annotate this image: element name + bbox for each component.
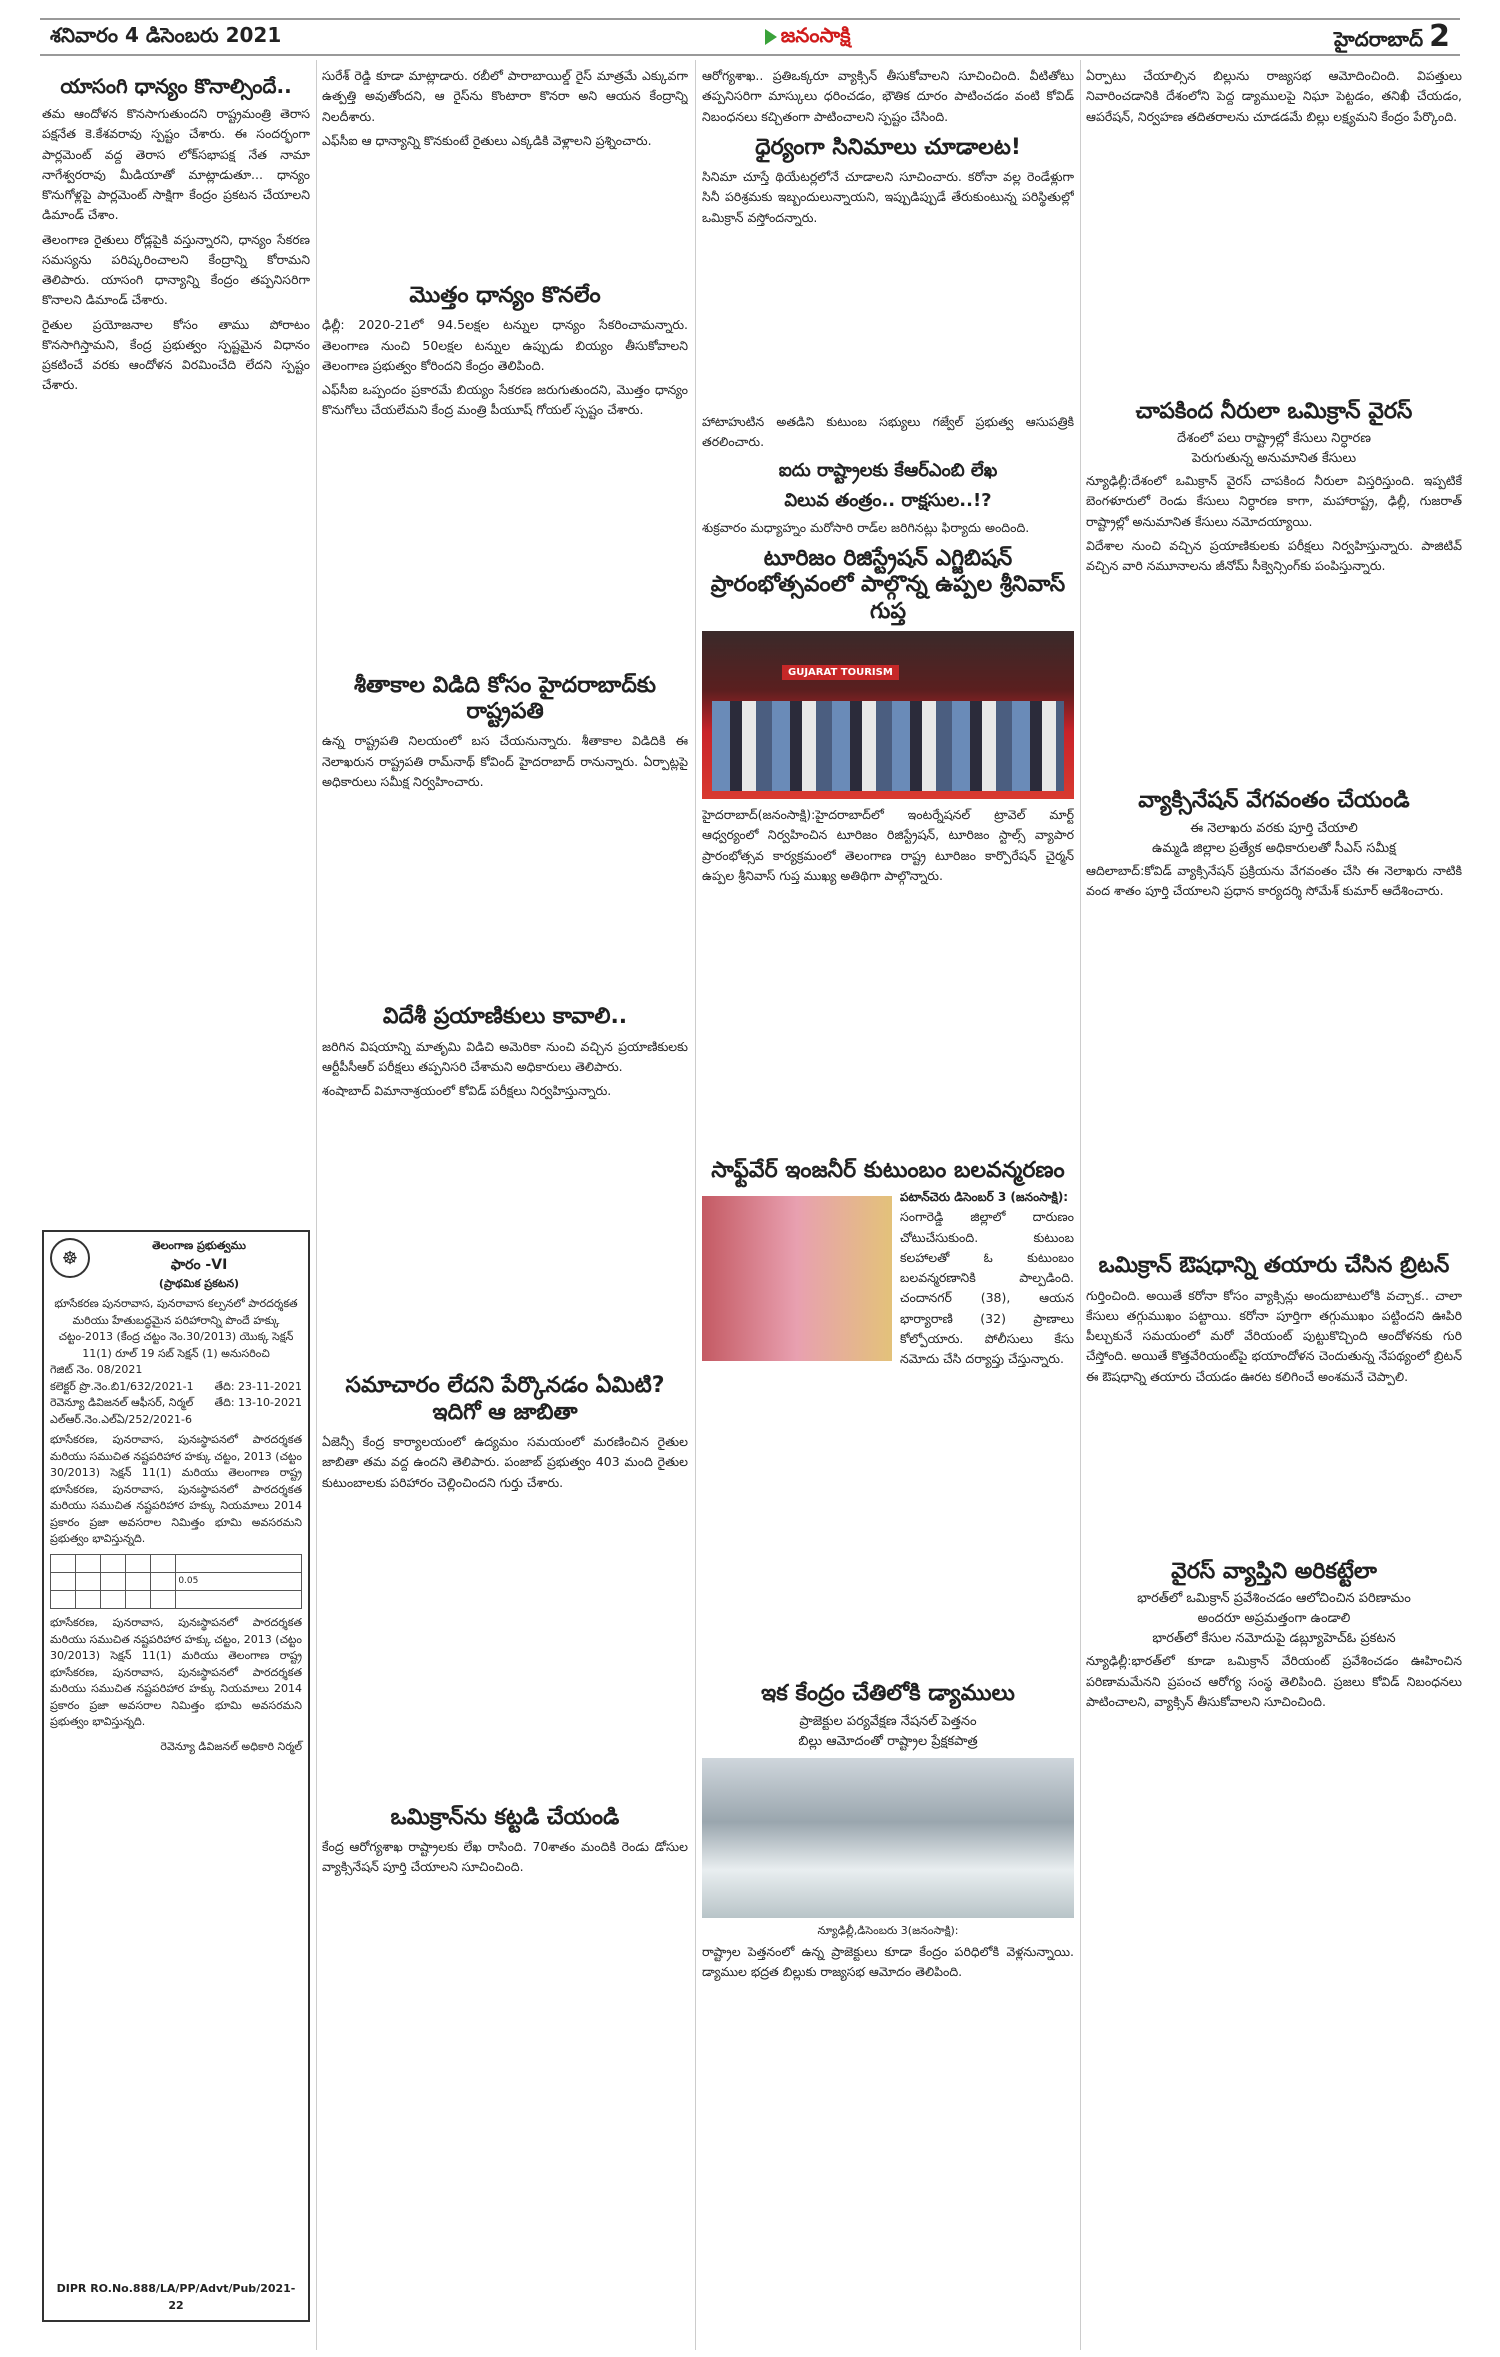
page-number: 2 — [1429, 18, 1450, 54]
article-paragraph: జరిగిన విషయాన్ని మాతృమి విడిచి అమెరికా నుంచి వచ్చిన ప్రయాణికులకు ఆర్టీపీసీఆర్ పరీక్షలు తప్పనిసరి చేశామని అధికారులు తెలిపారు. — [322, 1038, 688, 1074]
column-divider — [1080, 60, 1081, 2350]
subheadline: పెరుగుతున్న అనుమానిత కేసులు — [1191, 451, 1357, 467]
headline-president-winter-visit: శీతాకాల విడిది కోసం హైదరాబాద్‌కు రాష్ట్రపతి — [353, 672, 657, 725]
article-paragraph: సంగారెడ్డి జిల్లాలో దారుణం చోటుచేసుకుంది. కుటుంబ కలహాలతో ఓ కుటుంబం బలవన్మరణానికి పాల్పడింది. చందానగర్ (38), ఆయన భార్యారాణి (32) ప్రాణాలు కోల్పోయారు. పోలీసులు కేసు నమోదు చేసి దర్యాప్తు చేస్తున్నారు. — [900, 1209, 1074, 1367]
land-schedule-table — [50, 1554, 302, 1610]
article-paragraph: ఉన్న రాష్ట్రపతి నిలయంలో బస చేయనున్నారు. శీతాకాల విడిదికి ఈ నెలాఖరున రాష్ట్రపతి రామ్‌నాథ్ కోవింద్ హైదరాబాద్ రానున్నారు. ఏర్పాట్లపై అధికారులు సమీక్ష నిర్వహించారు. — [322, 733, 688, 789]
couple-photo — [702, 1196, 892, 1361]
headline-software-engineer-family: సాఫ్ట్‌వేర్ ఇంజనీర్ కుటుంబం బలవన్మరణం — [711, 1158, 1065, 1183]
subheadline: బిల్లు ఆమోదంతో రాష్ట్రాల ప్రేక్షకపాత్ర — [798, 1733, 978, 1749]
city-name: హైదరాబాద్ — [1334, 26, 1424, 51]
article-paddy-procurement — [42, 66, 310, 1224]
headline-value-tantra: విలువ తంత్రం.. రాక్షసుల..!? — [784, 489, 992, 511]
ref-date-1: తేది: 23-11-2021 — [214, 1379, 302, 1393]
headline-contain-omicron: ఒమిక్రాన్‌ను కట్టడి చేయండి — [390, 1804, 620, 1830]
headline-prevent-virus-spread: వైరస్ వ్యాప్తిని అరికట్టేలా — [1171, 1558, 1377, 1584]
issue-date: శనివారం 4 డిసెంబరు 2021 — [50, 22, 282, 47]
column-2 — [322, 66, 688, 2326]
ref-date-2: తేది: 13-10-2021 — [214, 1396, 302, 1409]
column-divider — [316, 60, 317, 2350]
headline-cannot-buy-all-paddy: మొత్తం ధాన్యం కొనలేం — [409, 283, 601, 308]
dam-photo — [702, 1758, 1074, 1918]
tourism-event-photo — [702, 631, 1074, 799]
logo-triangle-icon — [765, 29, 777, 45]
subheadline: ప్రాజెక్టుల పర్యవేక్షణ నేషనల్ పెత్తనం — [799, 1713, 977, 1729]
article-paragraph: హాటాహుటిన అతడిని కుటుంబ సభ్యులు గజ్వేల్ ప్రభుత్వ ఆసుపత్రికి తరలించారు. — [702, 413, 1074, 450]
article-paragraph: న్యూఢిల్లీ:దేశంలో ఒమిక్రాన్ వైరస్ చాపకింద నీరులా విస్తరిస్తుంది. ఇప్పటికే బెంగళూరులో రెండు కేసులు నిర్ధారణ కాగా, మహారాష్ట్ర, ఢిల్లీ, గుజరాత్ రాష్ట్రాల్లో అనుమానిత కేసులు నమోదయ్యాయి. — [1086, 473, 1462, 529]
ad-intro: భూసేకరణ పునరావాస, పునరావాస కల్పనలో పారదర్శకత మరియు హేతుబద్ధమైన పరిహారాన్ని పొందే హక్కు చట్టం-2013 (కేంద్ర చట్టం నెం.30/2013) యొక్క సెక్షన్ 11(1) రూల్ 19 సబ్ సెక్షన్ (1) అనుసరించి — [54, 1297, 298, 1360]
state-emblem-icon: ☸ — [50, 1238, 90, 1278]
article-paragraph: న్యూఢిల్లీ:భారత్‌లో కూడా ఒమిక్రాన్ వేరియంట్ ప్రవేశించడం ఊహించిన పరిణామమేనని ప్రపంచ ఆరోగ్య సంస్థ తెలిపింది. ప్రజలు కోవిడ్ నిబంధనలు పాటించాలని, వ్యాక్సిన్ తీసుకోవాలని సూచించింది. — [1086, 1653, 1462, 1709]
subheadline: భారత్‌లో కేసుల నమోదుపై డబ్ల్యూహెచ్‌ఓ ప్రకటన — [1152, 1631, 1396, 1647]
headline-farmer-list: సమాచారం లేదని పేర్కొనడం ఏమిటి? ఇదిగో ఆ జాబితా — [345, 1373, 665, 1425]
subheadline: అందరూ అప్రమత్తంగా ఉండాలి — [1197, 1611, 1351, 1627]
article-paragraph: విదేశాల నుంచి వచ్చిన ప్రయాణికులకు పరీక్షలు నిర్వహిస్తున్నారు. పాజిటివ్ వచ్చిన వారి నమూనాలను జీనోమ్ సీక్వెన్సింగ్‌కు పంపిస్తున్నారు. — [1086, 537, 1462, 574]
gazette-number: గెజిట్ నెం. 08/2021 — [50, 1363, 143, 1376]
dipr-number: DIPR RO.No.888/LA/PP/Advt/Pub/2021-22 — [56, 2282, 296, 2312]
photo-banner-text: GUJARAT TOURISM — [782, 665, 899, 680]
article-paragraph: ఢిల్లీ: 2020-21లో 94.5లక్షల టన్నుల ధాన్యం సేకరించామన్నారు. తెలంగాణ నుంచి 50లక్షల టన్నుల ఉప్పుడు బియ్యం తీసుకోవాలని తెలంగాణ ప్రభుత్వం కోరిందని కేంద్రం తెలిపింది. — [322, 317, 688, 373]
headline-krmb-letter: ఐదు రాష్ట్రాలకు కేఆర్‌ఎంబి లేఖ — [778, 460, 998, 482]
article-paragraph: కేంద్ర ఆరోగ్యశాఖ రాష్ట్రాలకు లేఖ రాసింది. 70శాతం మందికి రెండు డోసుల వ్యాక్సినేషన్ పూర్తి చేయాలని సూచించింది. — [322, 1839, 688, 1875]
collector-ref: కలెక్టర్ ప్రొ.నెం.బి1/632/2021-1 — [50, 1379, 194, 1393]
article-paragraph: సురేశ్ రెడ్డి కూడా మాట్లాడారు. రబీలో పారాబాయిల్డ్ రైస్ మాత్రమే ఎక్కువగా ఉత్పత్తి అవుతోందని, ఆ రైస్‌ను కొంటారా కొనరా అని ఆయన కేంద్రాన్ని నిలదీశారు. — [322, 68, 688, 124]
article-paragraph: ఎఫ్‌సీఐ ఆ ధాన్యాన్ని కొనకుంటే రైతులు ఎక్కడికి వెళ్లాలని ప్రశ్నించారు. — [322, 132, 652, 148]
headline-dams-central-control: ఇక కేంద్రం చేతిలోకి డ్యాములు — [761, 1681, 1015, 1707]
edition-city — [1334, 19, 1450, 56]
article-paragraph: గుర్తించింది. అయితే కరోనా కోసం వ్యాక్సిన్లు అందుబాటులోకి వచ్చాక.. చాలా కేసులు తగ్గుముఖం పట్టాయి. కరోనా పూర్తిగా తగ్గుముఖం పట్టిందని ఊపిరి పీల్చుకునే సమయంలో మరో వేరియంట్ పుట్టుకొచ్చింది ఆందోళనకు గురి చేస్తోంది. అయితే కొత్తవేరియంట్‌పై భయాందోళన చెందుతున్న నేపథ్యంలో బ్రిటన్ ఈ ఔషధాన్ని తయారు చేయడం ఊరట కలిగించే అంశమనే చెప్పాలి. — [1086, 1287, 1462, 1384]
ad-form-subtitle: (ప్రాథమిక ప్రకటన) — [158, 1276, 240, 1290]
article-paragraph: తెలంగాణ రైతులు రోడ్లపైకి వస్తున్నారని, ధాన్యం సేకరణ సమస్యను పరిష్కరించాలని కేంద్రాన్ని కోరామని తెలిపారు. యాసంగి ధాన్యాన్ని కేంద్రం తప్పనిసరిగా కొనాలని డిమాండ్ చేశారు. — [42, 231, 310, 308]
headline-tourism-exhibition: టూరిజం రిజిస్ట్రేషన్ ఎగ్జిబిషన్ ప్రారంభోత్సవంలో పాల్గొన్న ఉప్పల శ్రీనివాస్ గుప్త — [710, 545, 1066, 624]
article-paragraph: రైతుల ప్రయోజనాల కోసం తాము పోరాటం కొనసాగిస్తామని, కేంద్ర ప్రభుత్వం స్పష్టమైన విధానం ప్రకటించే వరకు ఆందోళన విరమించేది లేదని స్పష్టం చేశారు. — [42, 316, 310, 393]
subheadline: దేశంలో పలు రాష్ట్రాల్లో కేసులు నిర్ధారణ — [1177, 431, 1371, 447]
rdo-ref: రెవెన్యూ డివిజనల్ ఆఫీసర్, నిర్మల్ — [50, 1396, 194, 1409]
article-paragraph: రాష్ట్రాల పెత్తనంలో ఉన్న ప్రాజెక్టులు కూడా కేంద్రం పరిధిలోకి వెళ్లనున్నాయి. డ్యాముల భద్రత బిల్లుకు రాజ్యసభ ఆమోదం తెలిపింది. — [702, 1943, 1074, 1980]
article-paragraph: శంషాబాద్ విమానాశ్రయంలో కోవిడ్ పరీక్షలు నిర్వహిస్తున్నారు. — [322, 1083, 612, 1099]
ad-form-title: ఫారం -VI — [170, 1256, 228, 1273]
headline-speed-up-vaccination: వ్యాక్సినేషన్ వేగవంతం చేయండి — [1138, 788, 1410, 814]
article-paragraph: హైదరాబాద్(జనంసాక్షి):హైదరాబాద్‌లో ఇంటర్నేషనల్ ట్రావెల్ మార్ట్ ఆధ్వర్యంలో నిర్వహించిన టూరిజం రిజిస్ట్రేషన్, టూరిజం స్టాల్స్ వ్యాపార ప్రారంభోత్సవ కార్యక్రమంలో తెలంగాణ రాష్ట్ర టూరిజం కార్పొరేషన్ చైర్మన్ ఉప్పల శ్రీనివాస్ గుప్త ముఖ్య అతిథిగా పాల్గొన్నారు. — [702, 807, 1074, 883]
article-paragraph: ఏర్పాటు చేయాల్సిన బిల్లును రాజ్యసభ ఆమోదించింది. విపత్తులు నివారించడానికి దేశంలోని పెద్ద డ్యాములపై నిఘా పెట్టడం, తనిఖీ చేయడం, ఆపరేషన్, నిర్వహణ తదితరాలను చూడడమే బిల్లు లక్ష్యమని కేంద్రం పేర్కొంది. — [1086, 68, 1462, 124]
column-3 — [702, 66, 1074, 2326]
lr-number: ఎల్‌ఆర్.నెం.ఎల్‌ఏ/252/2021-6 — [50, 1412, 193, 1426]
government-notice-ad — [42, 1230, 310, 2322]
dateline: న్యూఢిల్లీ,డిసెంబరు 3(జనంసాక్షి): — [817, 1923, 959, 1937]
article-paragraph: సినిమా చూస్తే థియేటర్లలోనే చూడాలని సూచించారు. కరోనా వల్ల రెండేళ్లుగా సినీ పరిశ్రమకు ఇబ్బందులున్నాయని, ఇప్పుడిప్పుడే తేరుకుంటున్న పరిస్థితుల్లో ఒమిక్రాన్ వస్తోందన్నారు. — [702, 169, 1074, 225]
subheadline: ఉమ్మడి జిల్లాల ప్రత్యేక అధికారులతో సీఎస్ సమీక్ష — [1152, 840, 1396, 856]
subheadline: ఈ నెలాఖరు వరకు పూర్తి చేయాలి — [1190, 820, 1358, 836]
ad-signature: రెవెన్యూ డివిజనల్ అధికారి నిర్మల్ — [160, 1739, 302, 1753]
masthead — [40, 18, 1460, 56]
article-paragraph: ఏజెన్సీ కేంద్ర కార్యాలయంలో ఉద్యమం సమయంలో మరణించిన రైతుల జాబితా తమ వద్ద ఉందని తెలిపారు. పంజాబ్ ప్రభుత్వం 403 మంది రైతుల కుటుంబాలకు పరిహారం చెల్లించిందని గుర్తు చేశారు. — [322, 1434, 688, 1490]
dateline: పటాన్‌చెరు డిసెంబర్ 3 (జనంసాక్షి): — [900, 1190, 1069, 1205]
headline-britain-omicron-drug: ఒమిక్రాన్ ఔషధాన్ని తయారు చేసిన బ్రిటన్ — [1098, 1253, 1450, 1279]
headline: యాసంగి ధాన్యం కొనాల్సిందే.. — [60, 74, 292, 98]
ad-body-repeat: భూసేకరణ, పునరావాస, పునః‌స్థాపనలో పారదర్శకత మరియు సముచిత నష్టపరిహార హక్కు చట్టం, 2013 (చట్టం 30/2013) సెక్షన్ 11(1) మరియు తెలంగాణ రాష్ట్ర భూసేకరణ, పునరావాస, పునః‌స్థాపనలో పారదర్శకత మరియు సముచిత నష్టపరిహార హక్కు నియమాలు 2014 ప్రకారం ప్రజా అవసరాల నిమిత్తం భూమి అవసరమని ప్రభుత్వం భావిస్తున్నది. — [50, 1616, 302, 1728]
column-divider — [695, 60, 696, 2350]
article-paragraph: ఎఫ్‌సీఐ ఒప్పందం ప్రకారమే బియ్యం సేకరణ జరుగుతుందని, మొత్తం ధాన్యం కొనుగోలు చేయలేమని కేంద్ర మంత్రి పీయూష్ గోయల్ స్పష్టం చేశారు. — [322, 382, 688, 418]
headline-watch-movies: ధైర్యంగా సినిమాలు చూడాలట! — [755, 134, 1021, 160]
article-paragraph: ఆరోగ్యశాఖ.. ప్రతిఒక్కరూ వ్యాక్సిన్ తీసుకోవాలని సూచించింది. వీటితోటు తప్పనిసరిగా మాస్కులు ధరించడం, భౌతిక దూరం పాటించడం వంటి కోవిడ్ నిబంధనలు కచ్చితంగా పాటించాలని స్పష్టం చేసింది. — [702, 68, 1074, 124]
article-paragraph: తమ ఆందోళన కొనసాగుతుందని రాష్ట్రమంత్రి తెరాస పక్షనేత కె.కేశవరావు స్పష్టం చేశారు. ఈ సందర్భంగా పార్లమెంట్ వద్ద తెరాస లోక్‌సభాపక్ష నేత నామా నాగేశ్వరరావు మీడియాతో మాట్లాడుతూ... ధాన్యం కొనుగోళ్లపై పార్లమెంట్ సాక్షిగా కేంద్రం ప్రకటన చేయాలని డిమాండ్ చేశాం. — [42, 106, 310, 223]
article-paragraph: ఆదిలాబాద్‌:కోవిడ్ వ్యాక్సినేషన్ ప్రక్రియను వేగవంతం చేసి ఈ నెలాఖరు నాటికి వంద శాతం పూర్తి చేయాలని ప్రధాన కార్యదర్శి సోమేశ్ కుమార్ ఆదేశించారు. — [1086, 862, 1462, 899]
newspaper-logo — [765, 23, 851, 52]
headline-omicron-spreading: చాపకింద నీరులా ఒమిక్రాన్ వైరస్ — [1135, 398, 1413, 424]
ad-body: భూసేకరణ, పునరావాస, పునః‌స్థాపనలో పారదర్శకత మరియు సముచిత నష్టపరిహార హక్కు చట్టం, 2013 (చట్టం 30/2013) సెక్షన్ 11(1) మరియు తెలంగాణ రాష్ట్ర భూసేకరణ, పునరావాస, పునః‌స్థాపనలో పారదర్శకత మరియు సముచిత నష్టపరిహార హక్కు నియమాలు 2014 ప్రకారం ప్రజా అవసరాల నిమిత్తం భూమి అవసరమని ప్రభుత్వం భావిస్తున్నది. — [50, 1433, 302, 1545]
headline-foreign-travellers: విదేశీ ప్రయాణికులు కావాలి.. — [382, 1004, 628, 1030]
subheadline: భారత్‌లో ఒమిక్రాన్ ప్రవేశించడం ఆలోచించిన పరిణామం — [1137, 1591, 1411, 1607]
group-of-people — [712, 701, 1064, 791]
logo-text: జనంసాక్షి — [780, 22, 851, 47]
table-total: 0.05 — [176, 1572, 302, 1591]
ad-government: తెలంగాణ ప్రభుత్వము — [152, 1239, 246, 1252]
article-paragraph: శుక్రవారం మధ్యాహ్నం మరోసారి రాడ్‌ల జరిగినట్లు ఫిర్యాదు అందింది. — [702, 519, 1030, 535]
column-4 — [1086, 66, 1462, 2326]
